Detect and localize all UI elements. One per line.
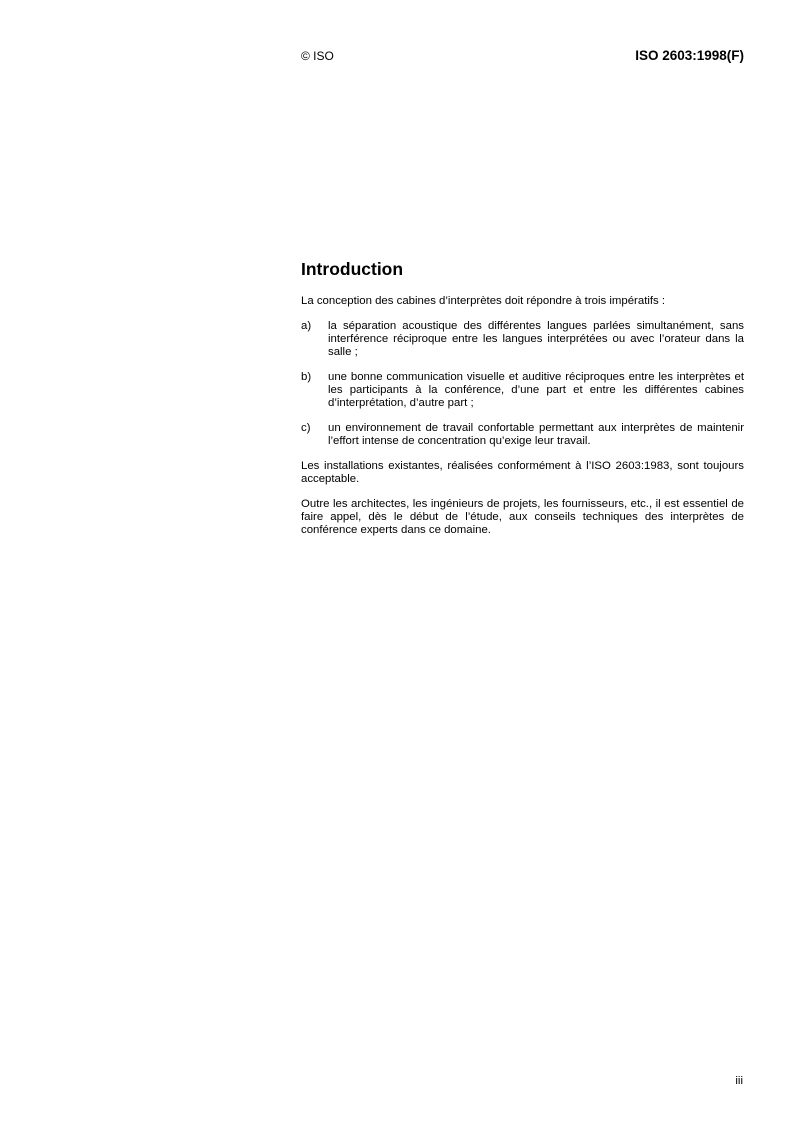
list-text-c: un environnement de travail confortable permettant aux interprètes de maintenir l’effort intense de concentration qu’exige leur travail. xyxy=(328,422,744,447)
list-item-a xyxy=(301,320,744,359)
list-marker-c: c) xyxy=(301,422,311,434)
list-item-c xyxy=(301,422,744,448)
list-item-b xyxy=(301,371,744,410)
page-number: iii xyxy=(735,1075,743,1087)
section-title: Introduction xyxy=(301,259,404,279)
introduction-section xyxy=(301,258,744,549)
list-text-a: la séparation acoustique des différentes langues parlées simultanément, sans interférence réciproque entre les langues interprétées ou avec l’orateur dans la salle ; xyxy=(328,320,744,358)
copyright-notice: © ISO xyxy=(301,49,334,63)
requirements-list xyxy=(301,320,744,448)
intro-paragraph: La conception des cabines d’interprètes doit répondre à trois impératifs : xyxy=(301,295,666,307)
expert-advice-paragraph: Outre les architectes, les ingénieurs de projets, les fournisseurs, etc., il est essentiel de faire appel, dès le début de l’étude, aux conseils techniques des interprètes de conférence experts dans ce domaine. xyxy=(301,498,744,536)
list-marker-b: b) xyxy=(301,371,312,383)
list-marker-a: a) xyxy=(301,320,312,332)
list-text-b: une bonne communication visuelle et auditive réciproques entre les interprètes et les participants à la conférence, d’une part et entre les différentes cabines d’interprétation, d’autre part ; xyxy=(328,371,744,409)
standard-reference: ISO 2603:1998(F) xyxy=(635,48,744,63)
existing-installations-paragraph: Les installations existantes, réalisées conformément à l’ISO 2603:1983, sont toujours acceptable. xyxy=(301,460,744,485)
